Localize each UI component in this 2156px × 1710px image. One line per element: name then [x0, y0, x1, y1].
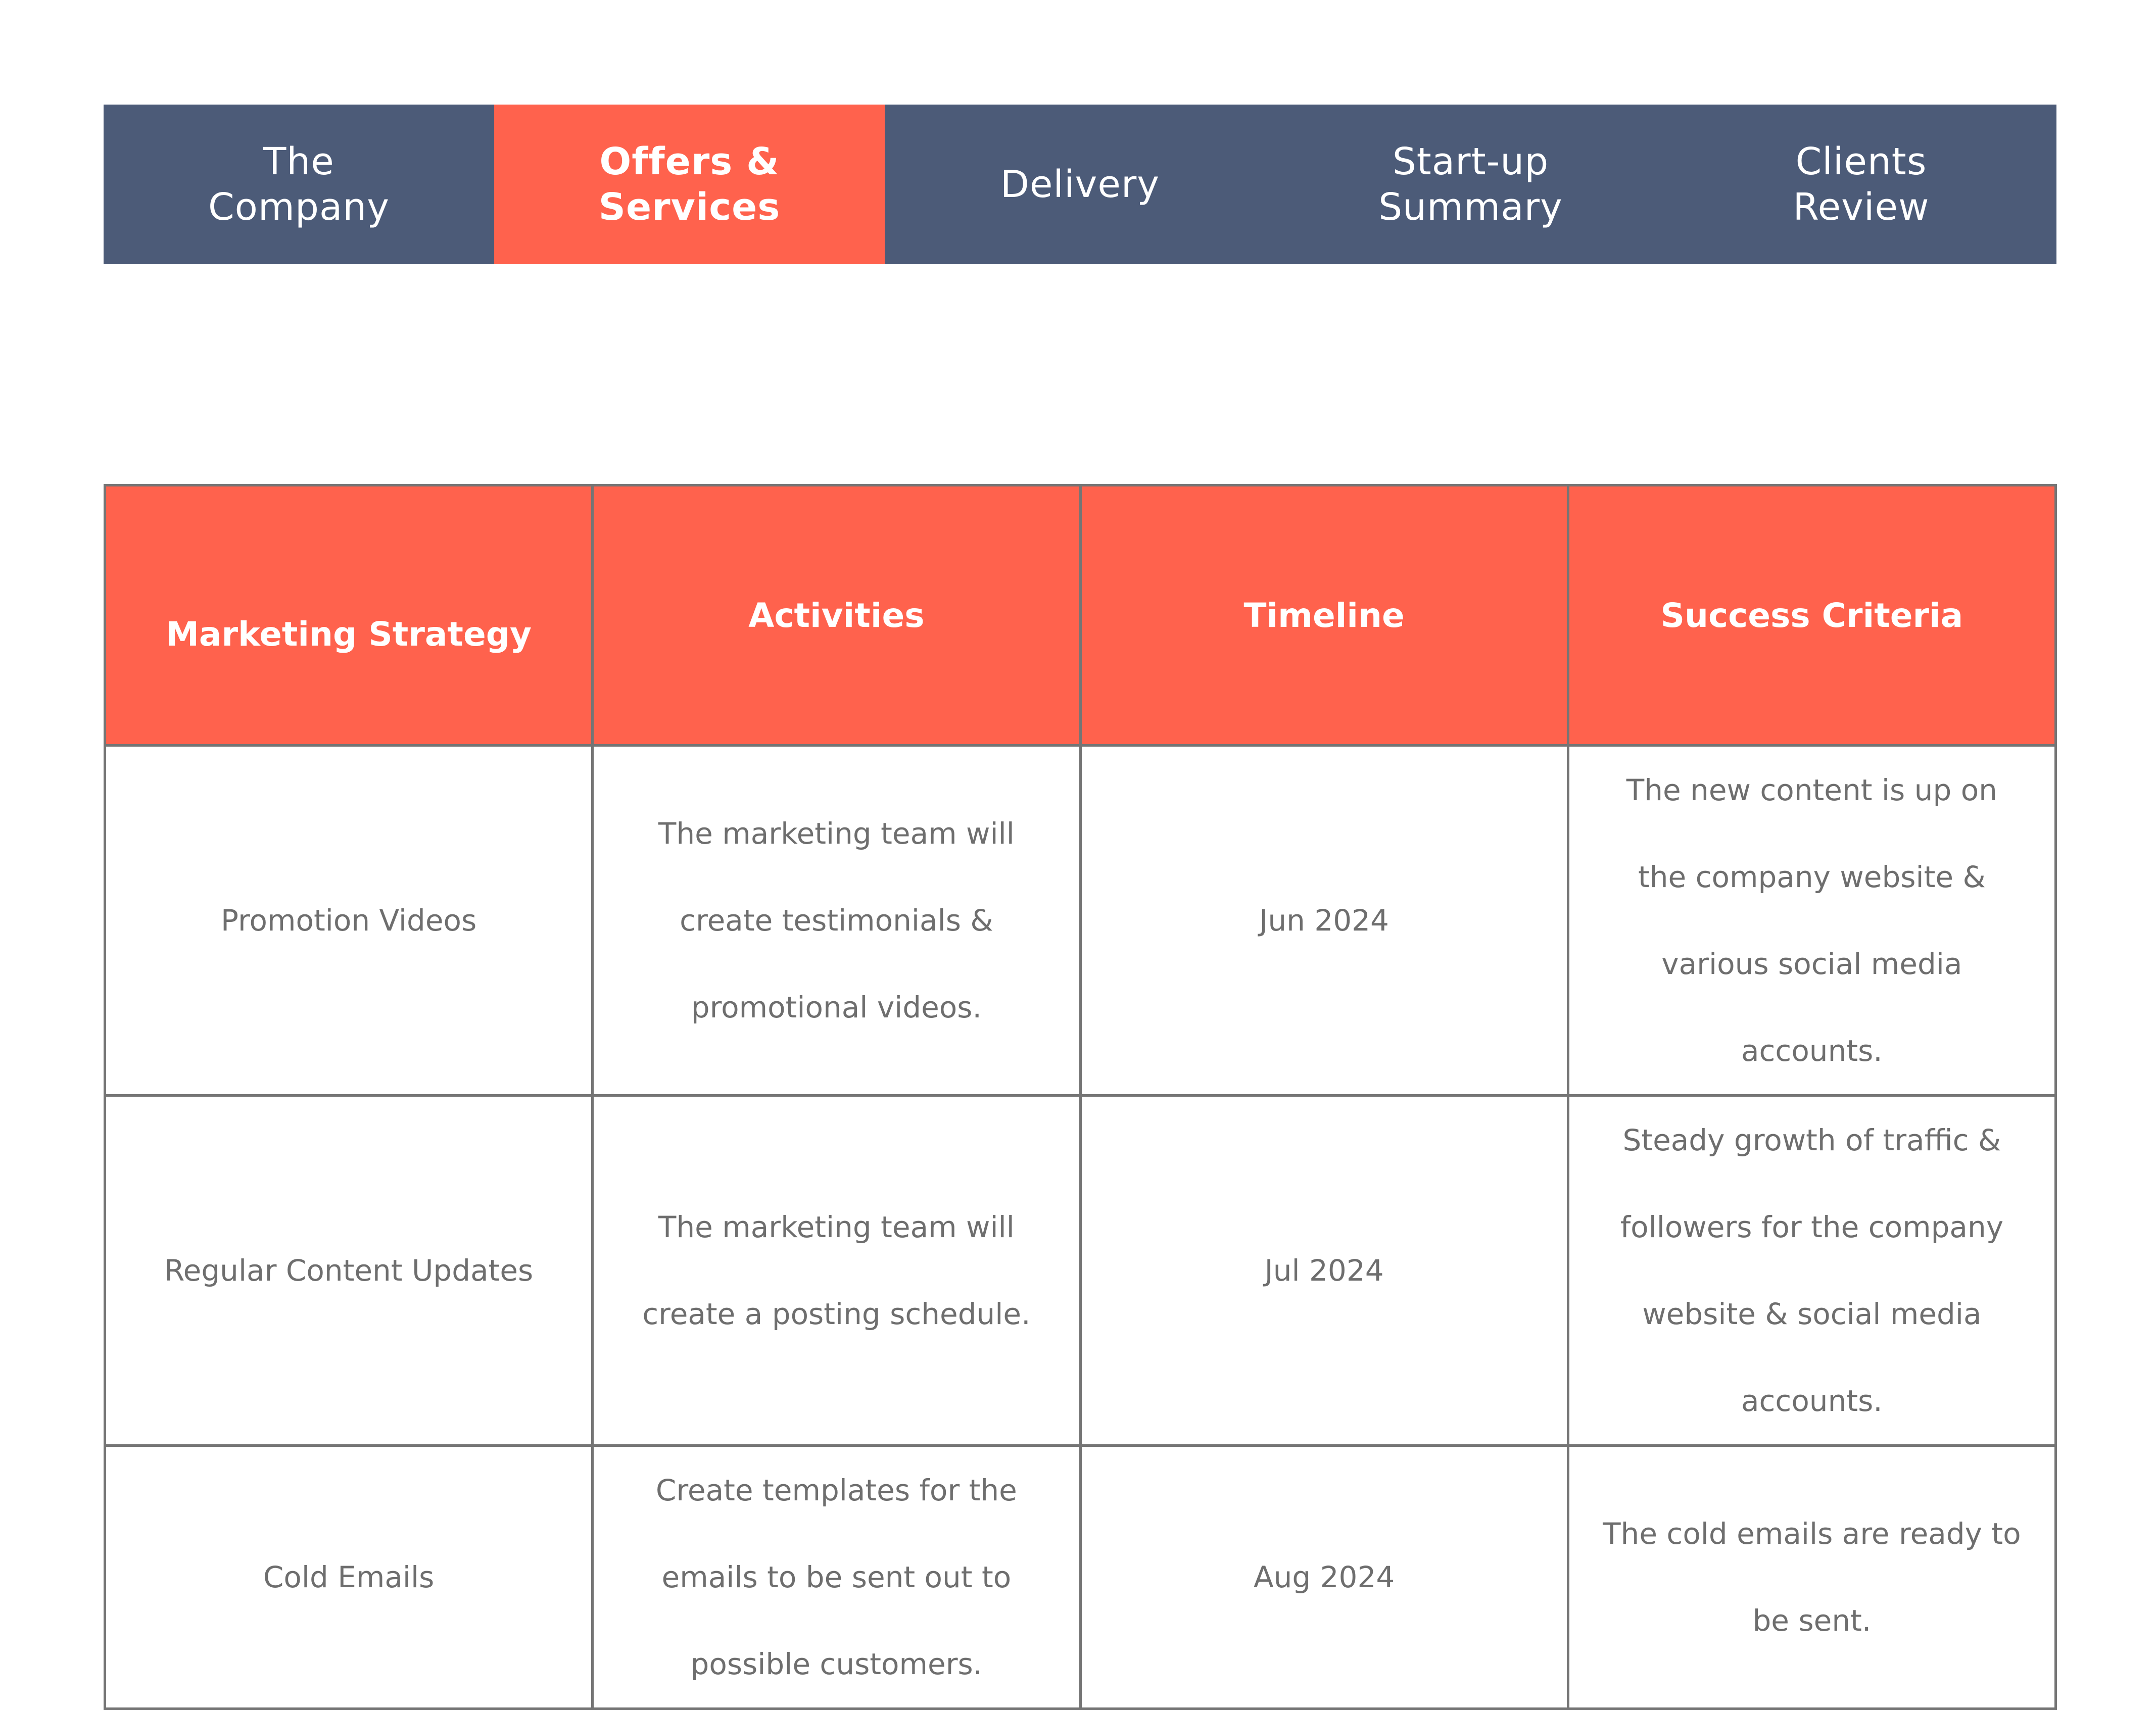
activities-cell: [593, 1446, 1080, 1709]
activities-cell: [593, 746, 1080, 1096]
tab-clients-review[interactable]: [1666, 105, 2056, 264]
cell-text: Steady growth of traffic & followers for the company website & social media accounts.: [1620, 1123, 2004, 1418]
cell-text: Promotion Videos: [220, 903, 477, 938]
cell-text: Jun 2024: [1259, 903, 1389, 938]
cell-text: The cold emails are ready to be sent.: [1603, 1517, 2021, 1638]
cell-text: The marketing team will create a posting schedule.: [642, 1210, 1031, 1331]
activities-cell: [593, 1096, 1080, 1446]
section-nav: [104, 105, 2056, 264]
timeline-cell: [1080, 1096, 1568, 1446]
tab-label: Start-up Summary: [1378, 140, 1563, 229]
cell-text: The new content is up on the company website & various social media accounts.: [1626, 773, 1997, 1068]
strategy-cell: [105, 1446, 593, 1709]
table-row: [105, 746, 2056, 1096]
timeline-cell: [1080, 1446, 1568, 1709]
column-header: Activities: [593, 485, 1080, 746]
cell-text: Aug 2024: [1253, 1560, 1395, 1594]
timeline-cell: [1080, 746, 1568, 1096]
cell-text: Regular Content Updates: [164, 1253, 534, 1288]
column-header: Timeline: [1080, 485, 1568, 746]
tab-label: Clients Review: [1793, 140, 1930, 229]
tab-label: Delivery: [1000, 163, 1160, 206]
cell-text: Jul 2024: [1264, 1253, 1384, 1288]
column-header: Marketing Strategy: [105, 485, 593, 746]
table-header-row: [105, 485, 2056, 746]
strategy-cell: [105, 746, 593, 1096]
cell-text: The marketing team will create testimonials & promotional videos.: [658, 816, 1015, 1024]
tab-delivery[interactable]: [885, 105, 1275, 264]
marketing-plan-table: [104, 484, 2057, 1710]
cell-text: Create templates for the emails to be sent out to possible customers.: [655, 1473, 1017, 1681]
tab-label: The Company: [208, 140, 390, 229]
success-cell: [1568, 1446, 2055, 1709]
success-cell: [1568, 746, 2055, 1096]
tab-offers-services[interactable]: [494, 105, 885, 264]
table-row: [105, 1446, 2056, 1709]
table-row: [105, 1096, 2056, 1446]
success-cell: [1568, 1096, 2055, 1446]
tab-startup-summary[interactable]: [1275, 105, 1666, 264]
tab-label: Offers & Services: [598, 140, 781, 229]
cell-text: Cold Emails: [263, 1560, 435, 1594]
column-header: Success Criteria: [1568, 485, 2055, 746]
strategy-cell: [105, 1096, 593, 1446]
tab-the-company[interactable]: [104, 105, 494, 264]
